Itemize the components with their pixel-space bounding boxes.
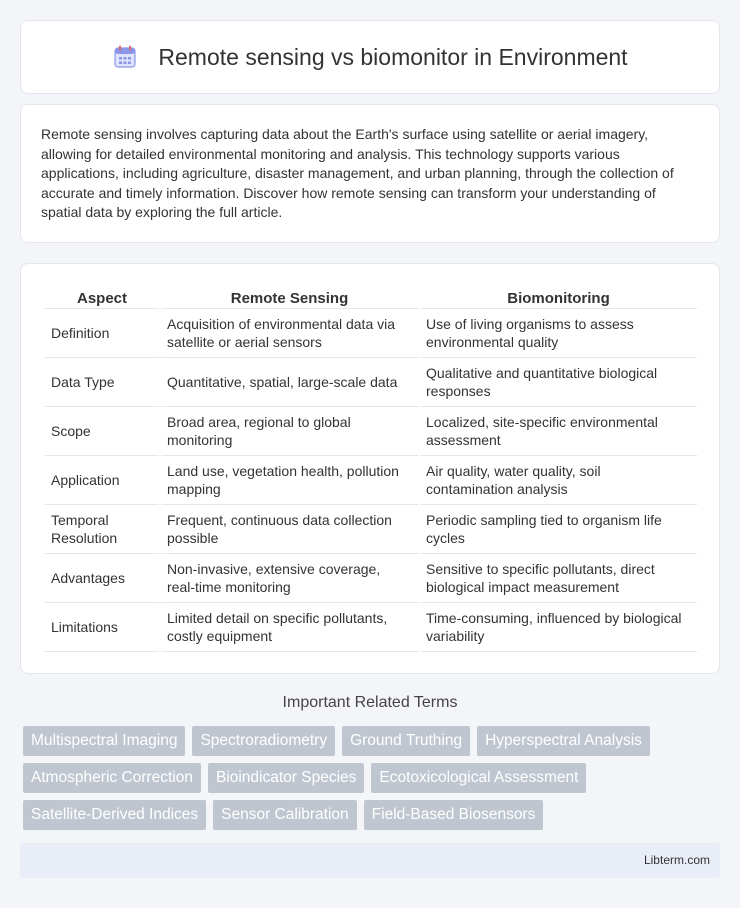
cell-biomonitoring: Localized, site-specific environmental assessment [420, 407, 697, 456]
table-row [45, 358, 697, 407]
table-row [45, 554, 697, 603]
cell-remote-sensing: Acquisition of environmental data via satellite or aerial sensors [161, 309, 418, 358]
table-header-row [45, 286, 697, 309]
tag-satellite-derived-indices[interactable]: Satellite-Derived Indices [23, 800, 206, 830]
calendar-icon [112, 44, 138, 70]
comparison-table [43, 286, 699, 652]
cell-biomonitoring: Sensitive to specific pollutants, direct biological impact measurement [420, 554, 697, 603]
cell-aspect: Temporal Resolution [45, 505, 159, 554]
table-row [45, 407, 697, 456]
tag-ground-truthing[interactable]: Ground Truthing [342, 726, 470, 756]
tag-hyperspectral-analysis[interactable]: Hyperspectral Analysis [477, 726, 650, 756]
tag-multispectral-imaging[interactable]: Multispectral Imaging [23, 726, 185, 756]
tag-ecotoxicological-assessment[interactable]: Ecotoxicological Assessment [371, 763, 586, 793]
cell-remote-sensing: Limited detail on specific pollutants, costly equipment [161, 603, 418, 652]
cell-aspect: Advantages [45, 554, 159, 603]
tag-spectroradiometry[interactable]: Spectroradiometry [192, 726, 335, 756]
cell-biomonitoring: Use of living organisms to assess environmental quality [420, 309, 697, 358]
cell-aspect: Scope [45, 407, 159, 456]
table-row [45, 603, 697, 652]
header-biomonitoring: Biomonitoring [420, 286, 697, 309]
related-terms-list [23, 726, 723, 837]
cell-aspect: Application [45, 456, 159, 505]
related-terms-title: Important Related Terms [282, 694, 458, 711]
table-row [45, 456, 697, 505]
cell-biomonitoring: Qualitative and quantitative biological responses [420, 358, 697, 407]
cell-remote-sensing: Quantitative, spatial, large-scale data [161, 358, 418, 407]
cell-remote-sensing: Broad area, regional to global monitoring [161, 407, 418, 456]
cell-remote-sensing: Land use, vegetation health, pollution mapping [161, 456, 418, 505]
header-aspect: Aspect [45, 286, 159, 309]
tag-bioindicator-species[interactable]: Bioindicator Species [208, 763, 364, 793]
footer-brand[interactable]: Libterm.com [643, 853, 710, 867]
intro-text: Remote sensing involves capturing data about the Earth's surface using satellite or aerial imagery, allowing for detailed environmental monitoring and analysis. This technology supports various applications, including agriculture, disaster management, and urban planning, through the collection of accurate and timely information. Discover how remote sensing can transform your understanding of spatial data by exploring the full article. [41, 126, 674, 220]
cell-biomonitoring: Periodic sampling tied to organism life cycles [420, 505, 697, 554]
cell-aspect: Limitations [45, 603, 159, 652]
comparison-card [20, 263, 720, 674]
cell-remote-sensing: Frequent, continuous data collection possible [161, 505, 418, 554]
footer [20, 843, 720, 878]
table-row [45, 309, 697, 358]
title-card [20, 20, 720, 94]
tag-field-based-biosensors[interactable]: Field-Based Biosensors [364, 800, 544, 830]
header-remote-sensing: Remote Sensing [161, 286, 418, 309]
tag-sensor-calibration[interactable]: Sensor Calibration [213, 800, 357, 830]
tag-atmospheric-correction[interactable]: Atmospheric Correction [23, 763, 201, 793]
cell-aspect: Definition [45, 309, 159, 358]
cell-biomonitoring: Air quality, water quality, soil contamination analysis [420, 456, 697, 505]
table-row [45, 505, 697, 554]
cell-aspect: Data Type [45, 358, 159, 407]
cell-remote-sensing: Non-invasive, extensive coverage, real-time monitoring [161, 554, 418, 603]
intro-card [20, 104, 720, 243]
cell-biomonitoring: Time-consuming, influenced by biological variability [420, 603, 697, 652]
page-title: Remote sensing vs biomonitor in Environment [158, 43, 628, 70]
